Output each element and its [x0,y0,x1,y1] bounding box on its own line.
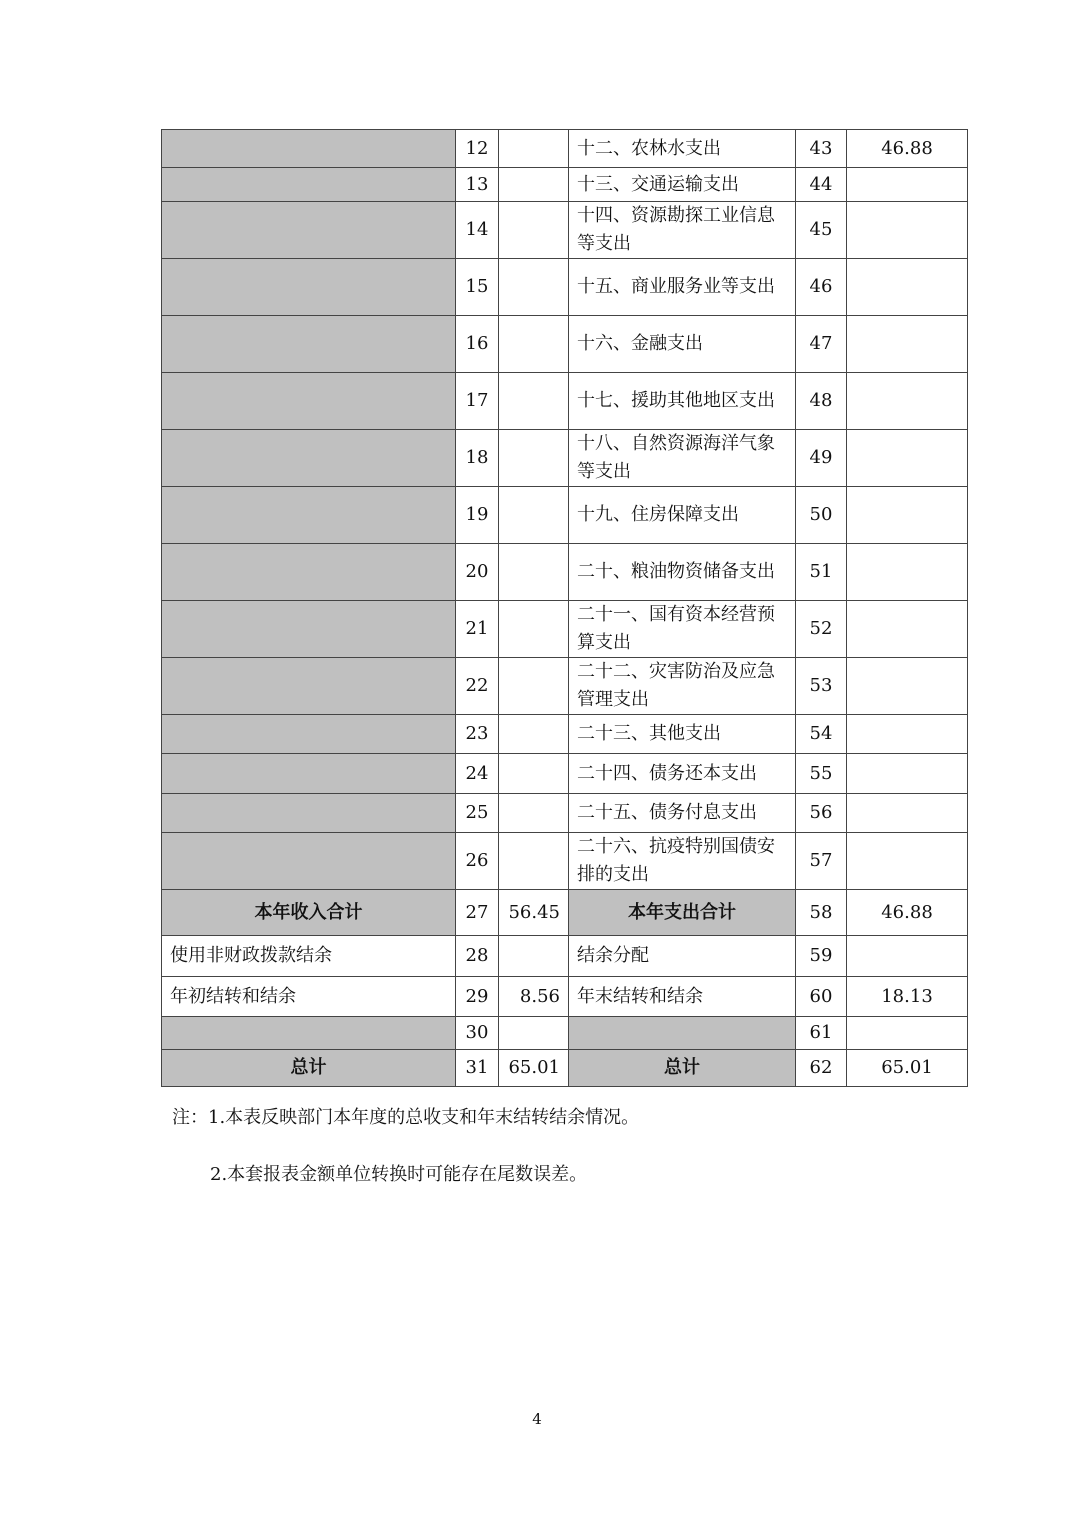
expense-amount [847,544,968,601]
expense-item-cell: 十七、援助其他地区支出 [569,373,796,430]
expense-subtotal-label: 本年支出合计 [569,890,796,936]
page-number: 4 [532,1410,542,1428]
table-row [162,754,968,794]
income-item-cell [162,601,456,658]
expense-amount [847,715,968,754]
income-item-cell [162,658,456,715]
income-amount [499,202,569,259]
expense-amount [847,794,968,833]
expense-item-cell: 十八、自然资源海洋气象等支出 [569,430,796,487]
income-item-cell [162,430,456,487]
income-line-no: 19 [456,487,499,544]
income-item-cell [162,754,456,794]
income-amount [499,658,569,715]
subtotal-row [162,890,968,936]
table-notes [172,1104,639,1132]
income-item-cell [162,487,456,544]
income-amount [499,130,569,168]
income-line-no: 28 [456,936,499,977]
expense-item-cell: 二十六、抗疫特别国债安排的支出 [569,833,796,890]
income-line-no: 25 [456,794,499,833]
balance-row [162,1017,968,1050]
expense-amount [847,316,968,373]
table-row [162,168,968,202]
income-amount [499,316,569,373]
income-amount [499,544,569,601]
expense-item-cell: 二十、粮油物资储备支出 [569,544,796,601]
table-row [162,658,968,715]
income-amount [499,601,569,658]
total-row [162,1050,968,1087]
income-amount [499,430,569,487]
expense-line-no: 55 [796,754,847,794]
table-row [162,487,968,544]
expense-item-cell: 二十一、国有资本经营预算支出 [569,601,796,658]
expense-amount [847,601,968,658]
table-row [162,715,968,754]
income-line-no: 13 [456,168,499,202]
expense-line-no: 48 [796,373,847,430]
expense-amount [847,373,968,430]
expense-amount [847,833,968,890]
table-row [162,130,968,168]
table-row [162,601,968,658]
income-subtotal-label: 本年收入合计 [162,890,456,936]
expense-subtotal-amount: 46.88 [847,890,968,936]
income-amount [499,168,569,202]
income-line-no: 15 [456,259,499,316]
table-row [162,544,968,601]
expense-amount [847,202,968,259]
table-row [162,833,968,890]
income-line-no: 23 [456,715,499,754]
expense-amount [847,487,968,544]
income-amount: 8.56 [499,977,569,1017]
income-line-no: 31 [456,1050,499,1087]
expense-line-no: 52 [796,601,847,658]
income-amount [499,1017,569,1050]
expense-amount [847,168,968,202]
income-amount [499,259,569,316]
income-item-cell [162,202,456,259]
income-line-no: 20 [456,544,499,601]
expense-line-no: 61 [796,1017,847,1050]
expense-line-no: 46 [796,259,847,316]
income-total-amount: 65.01 [499,1050,569,1087]
table-row [162,202,968,259]
income-amount [499,487,569,544]
income-item-cell [162,1017,456,1050]
income-amount [499,936,569,977]
income-total-label: 总计 [162,1050,456,1087]
income-line-no: 14 [456,202,499,259]
expense-line-no: 44 [796,168,847,202]
expense-item-cell: 十三、交通运输支出 [569,168,796,202]
expense-amount [847,259,968,316]
expense-line-no: 62 [796,1050,847,1087]
income-line-no: 24 [456,754,499,794]
expense-line-no: 49 [796,430,847,487]
expense-item-cell: 二十三、其他支出 [569,715,796,754]
income-item-cell [162,168,456,202]
expense-item-cell: 十五、商业服务业等支出 [569,259,796,316]
expense-line-no: 54 [796,715,847,754]
income-expenditure-table [161,129,968,1087]
income-item-cell [162,544,456,601]
expense-amount [847,754,968,794]
income-line-no: 22 [456,658,499,715]
expense-amount: 46.88 [847,130,968,168]
expense-item-cell: 十六、金融支出 [569,316,796,373]
income-amount [499,833,569,890]
expense-line-no: 56 [796,794,847,833]
income-line-no: 12 [456,130,499,168]
income-line-no: 16 [456,316,499,373]
income-line-no: 18 [456,430,499,487]
expense-line-no: 50 [796,487,847,544]
income-amount [499,754,569,794]
income-subtotal-amount: 56.45 [499,890,569,936]
expense-line-no: 51 [796,544,847,601]
expense-total-amount: 65.01 [847,1050,968,1087]
table-row [162,373,968,430]
expense-line-no: 59 [796,936,847,977]
income-item-cell [162,794,456,833]
expense-amount [847,658,968,715]
balance-row [162,977,968,1017]
expense-item-cell: 结余分配 [569,936,796,977]
income-line-no: 26 [456,833,499,890]
expense-item-cell: 十四、资源勘探工业信息等支出 [569,202,796,259]
income-amount [499,373,569,430]
income-item-cell [162,373,456,430]
income-line-no: 21 [456,601,499,658]
expense-amount [847,1017,968,1050]
expense-amount [847,936,968,977]
expense-amount: 18.13 [847,977,968,1017]
note-1: 注：1.本表反映部门本年度的总收支和年末结转结余情况。 [172,1107,640,1128]
table-row [162,430,968,487]
expense-line-no: 60 [796,977,847,1017]
income-item-cell: 使用非财政拨款结余 [162,936,456,977]
balance-row [162,936,968,977]
expense-line-no: 45 [796,202,847,259]
table-row [162,316,968,373]
income-line-no: 29 [456,977,499,1017]
table-row [162,259,968,316]
expense-item-cell: 二十二、灾害防治及应急管理支出 [569,658,796,715]
expense-amount [847,430,968,487]
income-line-no: 30 [456,1017,499,1050]
table-body [162,130,968,1087]
expense-line-no: 47 [796,316,847,373]
income-line-no: 17 [456,373,499,430]
income-item-cell [162,259,456,316]
expense-item-cell: 十九、住房保障支出 [569,487,796,544]
expense-item-cell: 年末结转和结余 [569,977,796,1017]
expense-line-no: 53 [796,658,847,715]
income-item-cell [162,130,456,168]
income-item-cell: 年初结转和结余 [162,977,456,1017]
expense-line-no: 58 [796,890,847,936]
expense-item-cell: 二十四、债务还本支出 [569,754,796,794]
expense-item-cell [569,1017,796,1050]
expense-item-cell: 十二、农林水支出 [569,130,796,168]
income-item-cell [162,833,456,890]
expense-total-label: 总计 [569,1050,796,1087]
note-2: 2.本套报表金额单位转换时可能存在尾数误差。 [210,1164,588,1185]
expense-item-cell: 二十五、债务付息支出 [569,794,796,833]
income-item-cell [162,316,456,373]
expense-line-no: 57 [796,833,847,890]
income-amount [499,715,569,754]
income-amount [499,794,569,833]
income-item-cell [162,715,456,754]
table-row [162,794,968,833]
expense-line-no: 43 [796,130,847,168]
income-line-no: 27 [456,890,499,936]
